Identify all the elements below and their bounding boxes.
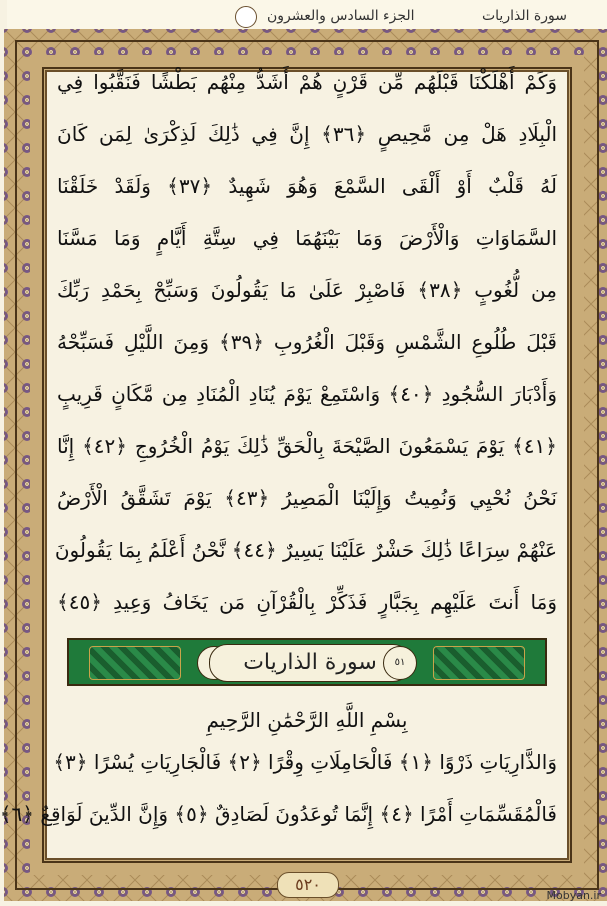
header-juz-label: الجزء السادس والعشرون [267, 8, 415, 24]
basmala: بِسْمِ اللَّهِ الرَّحْمَٰنِ الرَّحِيمِ [206, 708, 408, 732]
page-number: ٥٢٠ [277, 872, 339, 898]
watermark: Mobyan.ir [546, 889, 601, 902]
quran-text-area-2 [0, 750, 557, 840]
page-header [7, 0, 607, 40]
verse-line: فَالْمُقَسِّمَاتِ أَمْرًا ﴿٤﴾ إِنَّمَا تُوعَدُونَ لَصَادِقٌ ﴿٥﴾ وَإِنَّ الدِّينَ لَوَاقِعٌ ﴿٦﴾ [0, 802, 557, 826]
surah-title-banner [67, 638, 547, 686]
banner-roundel-right: ٥١ [383, 646, 417, 680]
verse-line: الْبِلَادِ هَلْ مِن مَّحِيصٍ ﴿٣٦﴾ إِنَّ فِي ذَٰلِكَ لَذِكْرَىٰ لِمَن كَانَ [57, 122, 557, 146]
verse-line: قَبْلَ طُلُوعِ الشَّمْسِ وَقَبْلَ الْغُرُوبِ ﴿٣٩﴾ وَمِنَ اللَّيْلِ فَسَبِّحْهُ [57, 330, 557, 354]
verse-line: السَّمَاوَاتِ وَالْأَرْضَ وَمَا بَيْنَهُمَا فِي سِتَّةِ أَيَّامٍ وَمَا مَسَّنَا [57, 226, 557, 250]
verse-line: نَحْنُ نُحْيِي وَنُمِيتُ وَإِلَيْنَا الْمَصِيرُ ﴿٤٣﴾ يَوْمَ تَشَقَّقُ الْأَرْضُ [57, 486, 558, 510]
header-surah-name: سورة الذاريات [481, 8, 567, 24]
verse-line: ﴿٤١﴾ يَوْمَ يَسْمَعُونَ الصَّيْحَةَ بِالْحَقِّ ذَٰلِكَ يَوْمُ الْخُرُوجِ ﴿٤٢﴾ إِنَّا [57, 434, 557, 458]
verse-line: وَمَا أَنتَ عَلَيْهِم بِجَبَّارٍ فَذَكِّرْ بِالْقُرْآنِ مَن يَخَافُ وَعِيدِ ﴿٤٥﴾ [57, 590, 557, 614]
verse-line: وَأَدْبَارَ السُّجُودِ ﴿٤٠﴾ وَاسْتَمِعْ يَوْمَ يُنَادِ الْمُنَادِ مِن مَّكَانٍ قَرِيبٍ [57, 382, 557, 406]
verse-line: مِن لُّغُوبٍ ﴿٣٨﴾ فَاصْبِرْ عَلَىٰ مَا يَقُولُونَ وَسَبِّحْ بِحَمْدِ رَبِّكَ [57, 278, 557, 302]
hizb-marker-icon [235, 6, 257, 28]
banner-ornament-left [89, 646, 181, 680]
banner-ornament-right [433, 646, 525, 680]
verse-line: لَهُ قَلْبٌ أَوْ أَلْقَى السَّمْعَ وَهُوَ شَهِيدٌ ﴿٣٧﴾ وَلَقَدْ خَلَقْنَا [57, 174, 557, 198]
verse-line: وَكَمْ أَهْلَكْنَا قَبْلَهُم مِّن قَرْنٍ هُمْ أَشَدُّ مِنْهُم بَطْشًا فَنَقَّبُوا فِي [57, 70, 557, 94]
verse-line: عَنْهُمْ سِرَاعًا ذَٰلِكَ حَشْرٌ عَلَيْنَا يَسِيرٌ ﴿٤٤﴾ نَّحْنُ أَعْلَمُ بِمَا يَقُولُونَ [54, 538, 557, 562]
verse-line: وَالذَّارِيَاتِ ذَرْوًا ﴿١﴾ فَالْحَامِلَاتِ وِقْرًا ﴿٢﴾ فَالْجَارِيَاتِ يُسْرًا ﴿٣﴾ [53, 750, 557, 774]
surah-banner-title: سورة الذاريات [209, 644, 411, 682]
